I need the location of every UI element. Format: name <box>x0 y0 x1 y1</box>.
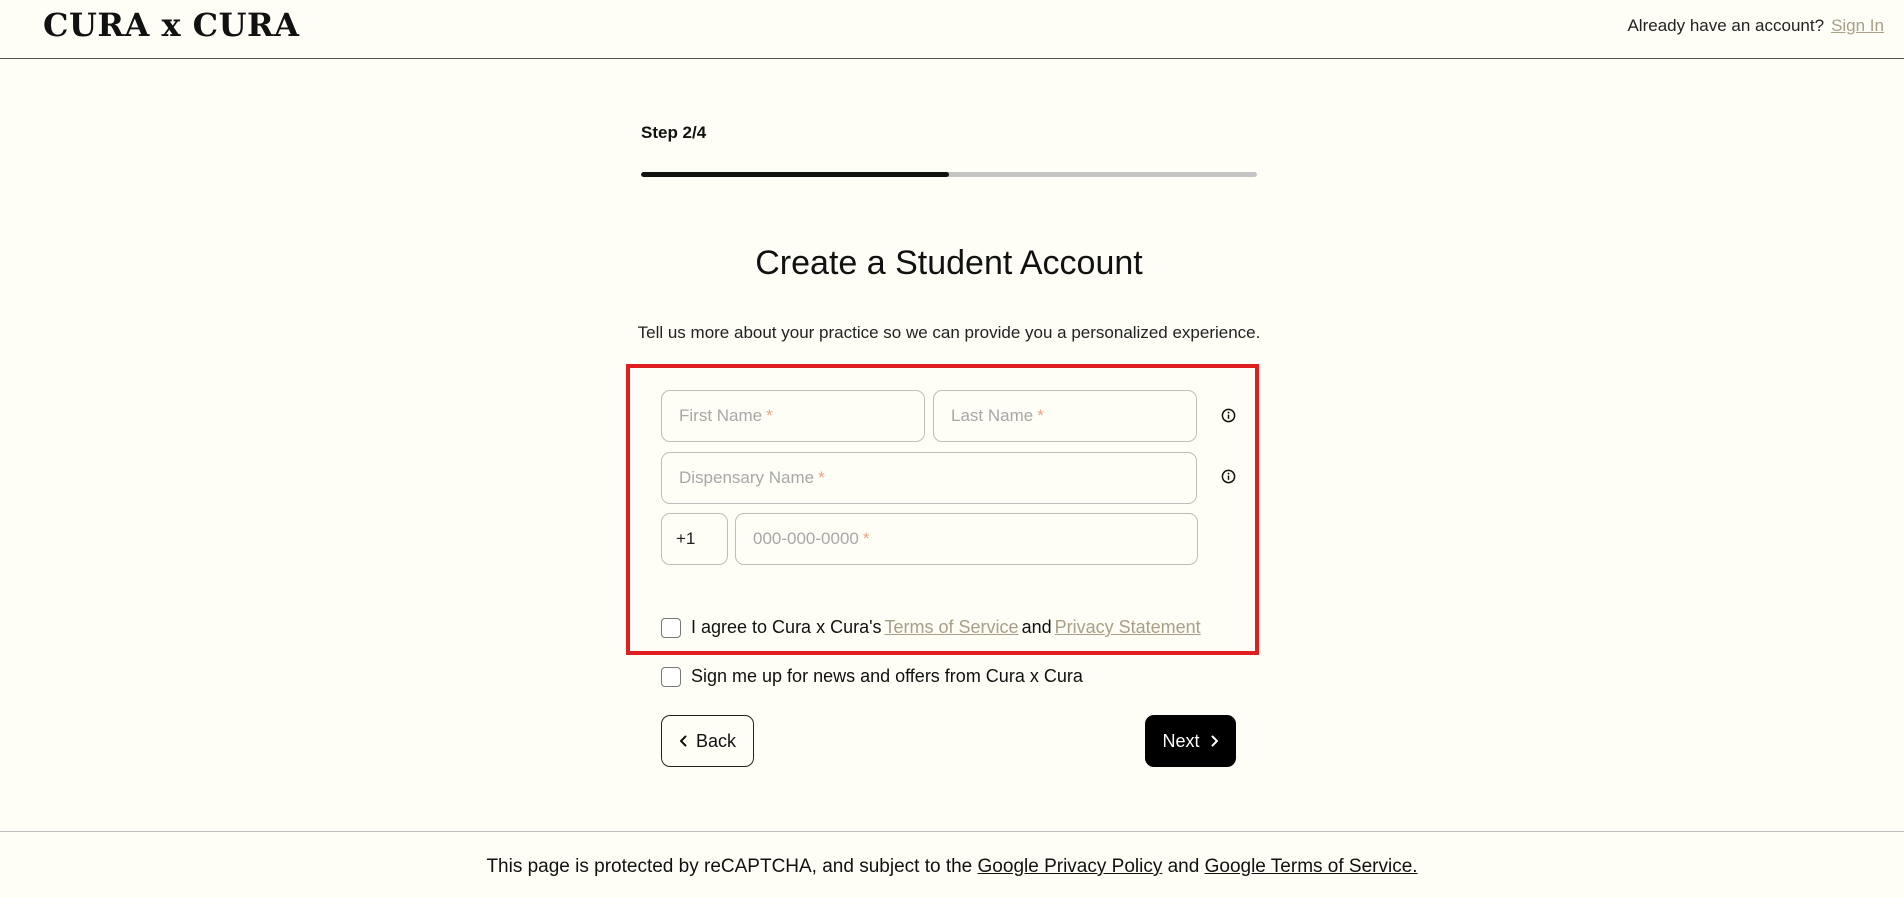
logo[interactable]: CURA x CURA <box>43 6 300 44</box>
last-name-placeholder: Last Name <box>951 406 1034 425</box>
info-icon[interactable] <box>1221 469 1236 484</box>
first-name-placeholder: First Name <box>679 406 763 425</box>
phone-input[interactable] <box>735 513 1198 565</box>
required-mark: * <box>818 468 825 487</box>
terms-prefix: I agree to Cura x Cura's <box>691 617 882 637</box>
google-terms-link[interactable]: Google Terms of Service. <box>1204 856 1418 877</box>
news-checkbox[interactable] <box>661 667 681 687</box>
back-button[interactable] <box>661 715 754 767</box>
required-mark: * <box>766 406 773 425</box>
dispensary-placeholder: Dispensary Name <box>679 468 815 487</box>
footer-divider <box>0 831 1904 832</box>
terms-of-service-link[interactable]: Terms of Service <box>884 617 1019 637</box>
chevron-right-icon <box>1210 735 1219 747</box>
account-prompt <box>1627 16 1884 36</box>
page-subtitle: Tell us more about your practice so we can provide you a personalized experience. <box>637 323 1261 342</box>
terms-and: and <box>1021 617 1052 637</box>
next-button[interactable] <box>1145 715 1236 767</box>
required-mark: * <box>862 529 870 548</box>
sign-in-link[interactable]: Sign In <box>1831 16 1884 35</box>
terms-checkbox[interactable] <box>661 618 681 638</box>
news-row <box>661 666 1083 687</box>
back-label: Back <box>695 730 737 751</box>
terms-row <box>661 617 1201 638</box>
phone-placeholder: 000-000-0000 <box>753 529 859 548</box>
account-prompt-text: Already have an account? <box>1627 16 1825 35</box>
page-title: Create a Student Account <box>755 244 1143 282</box>
google-privacy-link[interactable]: Google Privacy Policy <box>977 856 1163 877</box>
progress-fill <box>641 172 949 177</box>
privacy-statement-link[interactable]: Privacy Statement <box>1054 617 1201 637</box>
first-name-input[interactable] <box>661 390 925 442</box>
progress-bar <box>641 172 1257 177</box>
recaptcha-notice <box>0 856 1904 878</box>
chevron-left-icon <box>679 735 688 747</box>
footer-and: and <box>1167 856 1200 877</box>
info-icon[interactable] <box>1221 408 1236 423</box>
footer-prefix: This page is protected by reCAPTCHA, and subject to the <box>486 856 973 877</box>
country-code-select[interactable]: +1 <box>661 513 728 565</box>
news-label: Sign me up for news and offers from Cura x Cura <box>691 666 1083 686</box>
last-name-input[interactable] <box>933 390 1197 442</box>
required-mark: * <box>1037 406 1044 425</box>
next-label: Next <box>1162 730 1200 751</box>
step-label: Step 2/4 <box>641 123 707 142</box>
dispensary-name-input[interactable] <box>661 452 1197 504</box>
site-header <box>0 0 1904 59</box>
